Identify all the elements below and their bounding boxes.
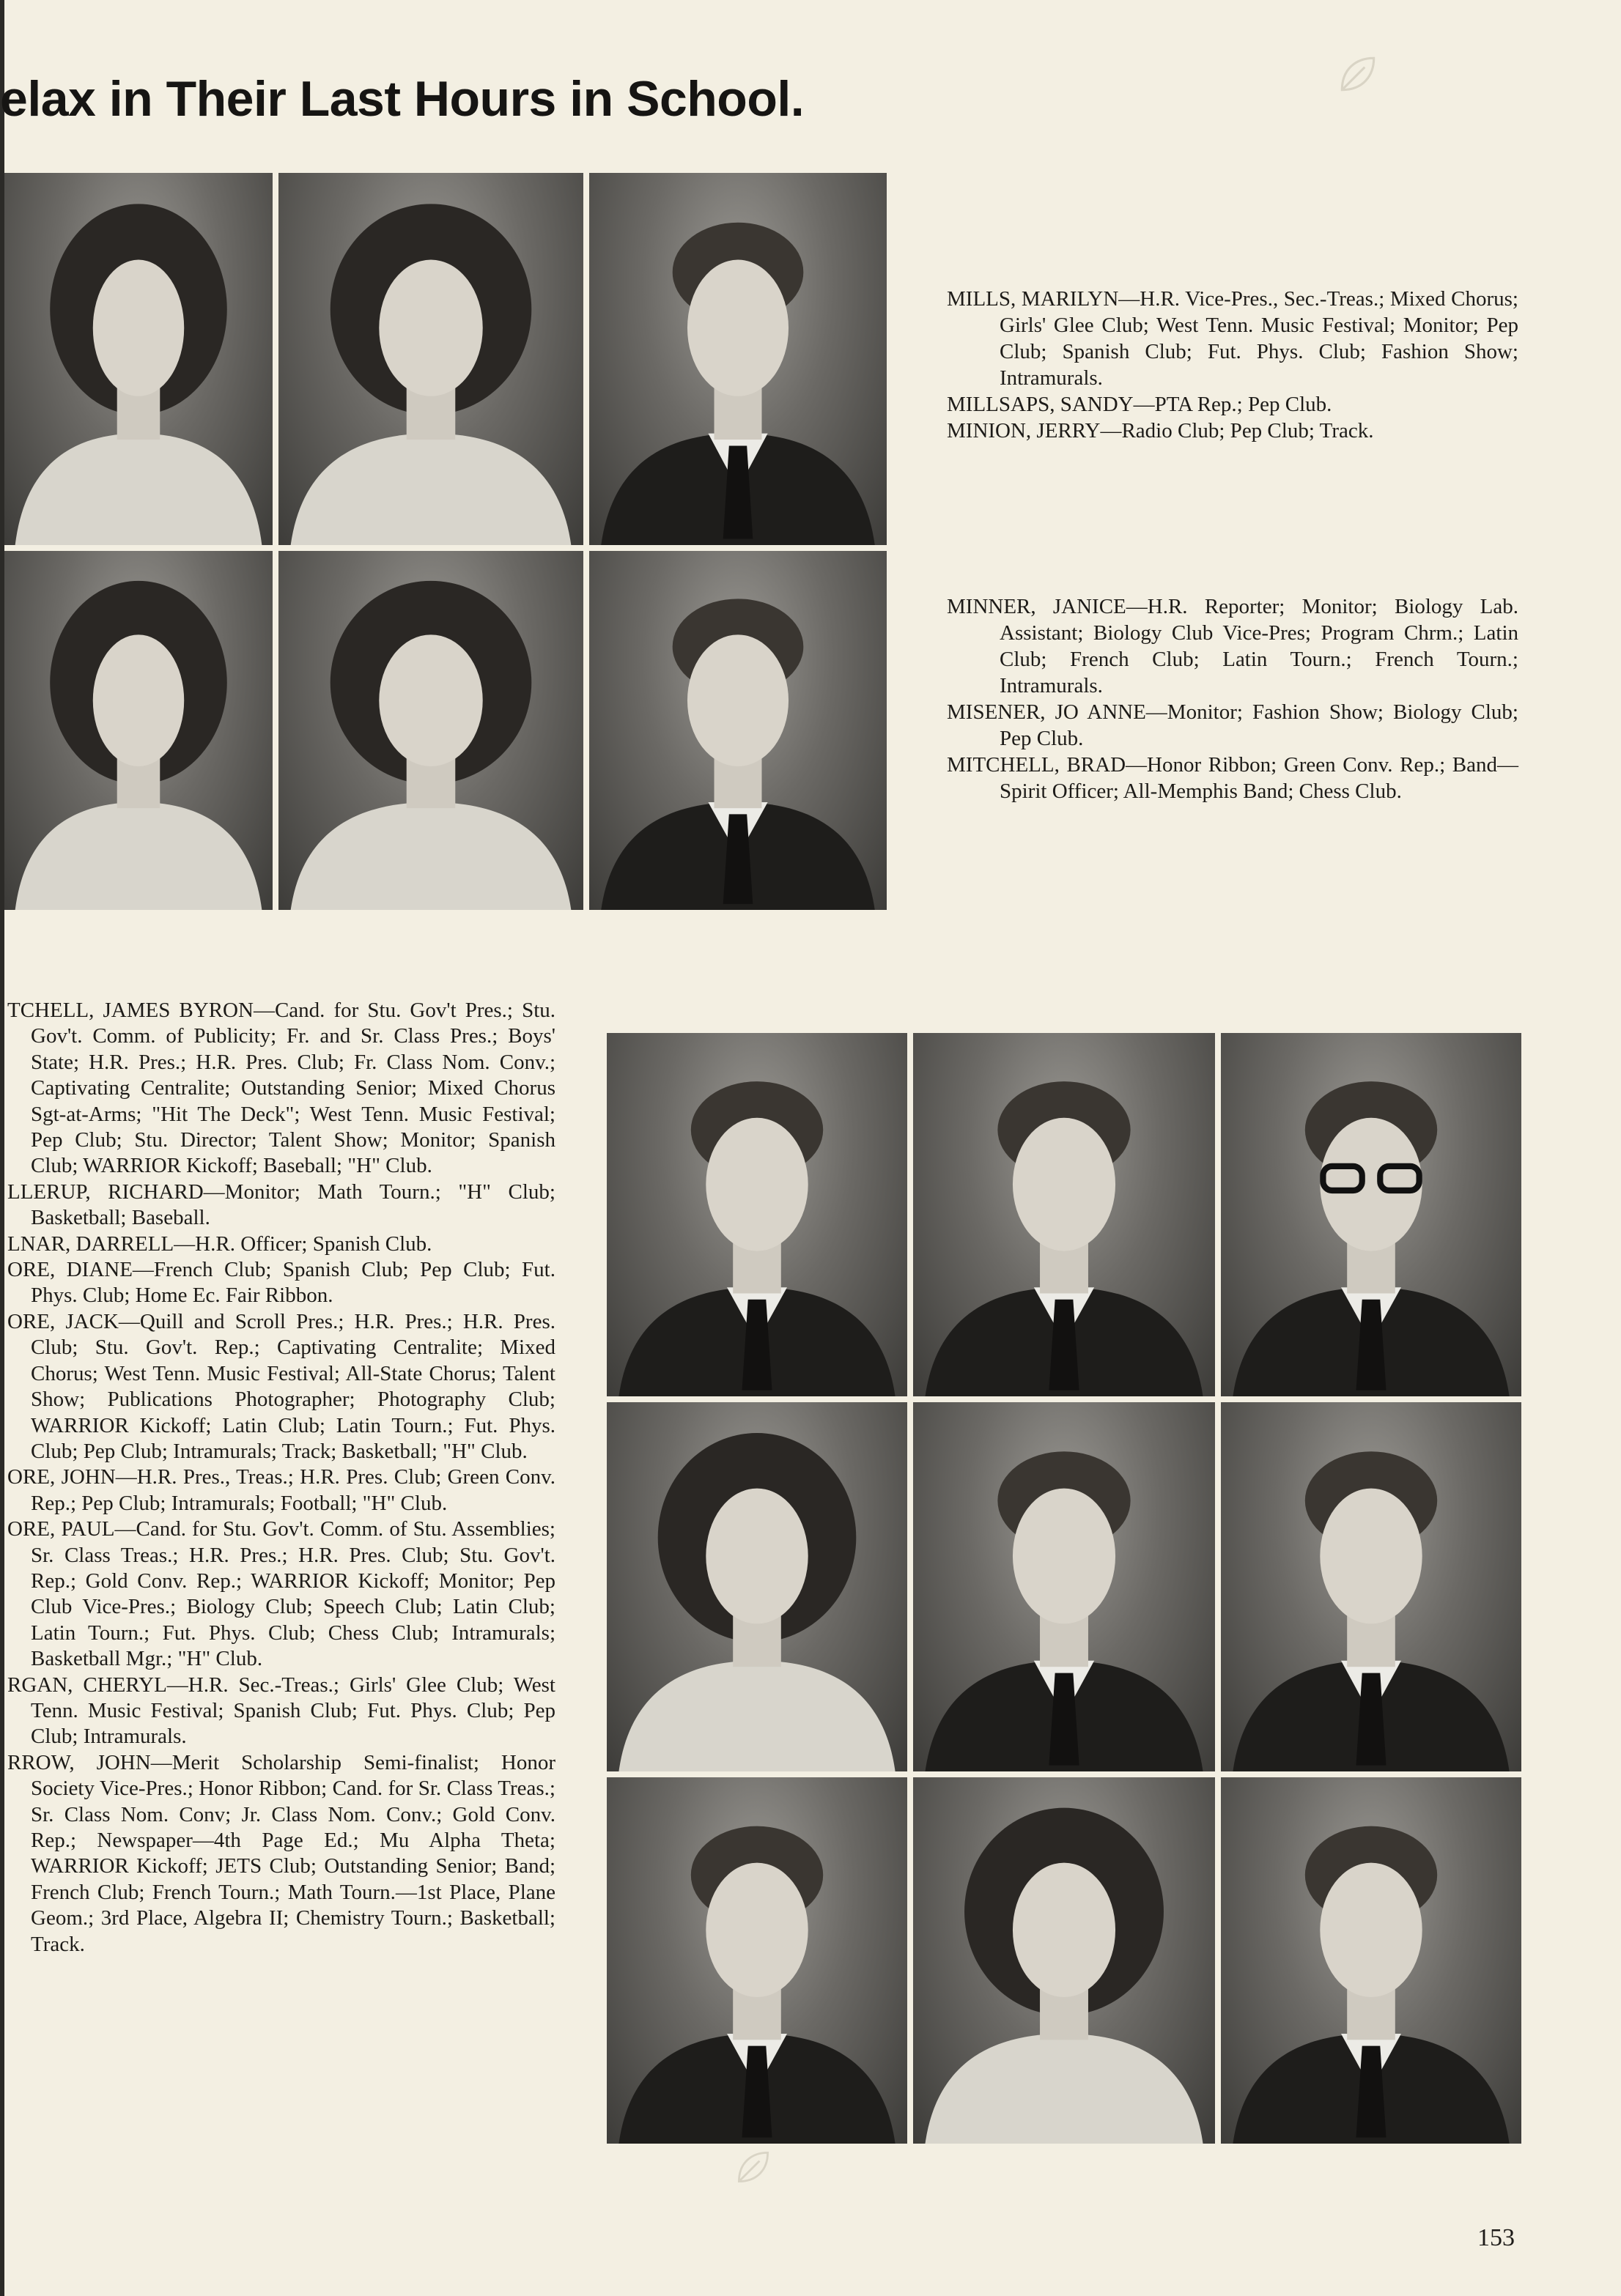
shoulders-shape [15, 802, 262, 910]
portrait-silhouette [607, 1402, 907, 1771]
shoulders-shape [925, 2034, 1203, 2144]
portrait-photo [589, 551, 887, 910]
portrait-silhouette [913, 1402, 1215, 1771]
senior-entry: MINION, JERRY—Radio Club; Pep Club; Track. [947, 419, 1374, 442]
portrait-silhouette [589, 173, 887, 545]
senior-entries-top-b [947, 593, 1518, 804]
senior-entry: ORE, JACK—Quill and Scroll Pres.; H.R. Pres.; H.R. Pres. Club; Stu. Gov't. Rep.; Captivating Centralite; Mixed Chorus; West Tenn. Music Festival; All-State Chorus; Talent Show; Publications Photographer; Photography Club; WARRIOR Kickoff; Latin Club; Latin Tourn.; Fut. Phys. Club; Pep Club; Intramurals; Track; Basketball; "H" Club. [7, 1309, 555, 1463]
senior-entry: LNAR, DARRELL—H.R. Officer; Spanish Club. [7, 1232, 432, 1256]
senior-entry: RROW, JOHN—Merit Scholarship Semi-finalist; Honor Society Vice-Pres.; Honor Ribbon; Cand. for Sr. Class Treas.; Sr. Class Nom. Conv; Jr. Class Nom. Conv.; Gold Conv. Rep.; Newspaper—4th Page Ed.; Mu Alpha Theta; WARRIOR Kickoff; JETS Club; Outstanding Senior; Band; French Club; French Tourn.; Math Tourn.—1st Place, Plane Geom.; 3rd Place, Algebra II; Chemistry Tourn.; Basketball; Track. [7, 1750, 555, 1956]
face-shape [1320, 1489, 1422, 1624]
portrait-photo [913, 1777, 1215, 2144]
senior-entry: MISENER, JO ANNE—Monitor; Fashion Show; Biology Club; Pep Club. [947, 700, 1518, 750]
portrait-photo [278, 551, 583, 910]
face-shape [379, 634, 482, 766]
senior-entry: ORE, PAUL—Cand. for Stu. Gov't. Comm. of Stu. Assemblies; Sr. Class Treas.; H.R. Pres.; H.R. Pres. Club; Stu. Gov't. Rep.; Gold Conv. Rep.; WARRIOR Kickoff; Monitor; Pep Club Vice-Pres.; Biology Club; Speech Club; Latin Club; Latin Tourn.; Fut. Phys. Club; Chess Club; Intramurals; Basketball Mgr.; "H" Club. [7, 1517, 555, 1671]
face-shape [1320, 1118, 1422, 1251]
face-shape [1320, 1863, 1422, 1997]
senior-entries-left [7, 998, 555, 1958]
senior-entry: MILLSAPS, SANDY—PTA Rep.; Pep Club. [947, 393, 1332, 416]
face-shape [687, 260, 789, 396]
face-shape [1013, 1863, 1115, 1997]
portrait-silhouette [589, 551, 887, 910]
portrait-photo [4, 551, 273, 910]
portrait-photo [589, 173, 887, 545]
portrait-photo [607, 1033, 907, 1396]
senior-entry: MINNER, JANICE—H.R. Reporter; Monitor; Biology Lab. Assistant; Biology Club Vice-Pres; Program Chrm.; Latin Club; French Club; Latin Tourn.; French Tourn.; Intramurals. [947, 595, 1518, 697]
portrait-photo [1221, 1402, 1521, 1771]
portrait-photo [913, 1402, 1215, 1771]
shoulders-shape [15, 434, 262, 545]
shoulders-shape [291, 802, 572, 910]
portrait-silhouette [913, 1777, 1215, 2144]
face-shape [706, 1118, 808, 1251]
portrait-silhouette [278, 173, 583, 545]
portrait-photo [4, 173, 273, 545]
senior-entry: MILLS, MARILYN—H.R. Vice-Pres., Sec.-Treas.; Mixed Chorus; Girls' Glee Club; West Tenn. Music Festival; Monitor; Pep Club; Spanish Club; Fut. Phys. Club; Fashion Show; Intramurals. [947, 287, 1518, 390]
shoulders-shape [291, 434, 572, 545]
page-title: elax in Their Last Hours in School. [0, 71, 805, 127]
portrait-photo [607, 1402, 907, 1771]
senior-entry: ORE, JOHN—H.R. Pres., Treas.; H.R. Pres. Club; Green Conv. Rep.; Pep Club; Intramurals; Football; "H" Club. [7, 1465, 555, 1515]
portrait-silhouette [913, 1033, 1215, 1396]
portrait-silhouette [607, 1777, 907, 2144]
portrait-silhouette [278, 551, 583, 910]
portrait-silhouette [1221, 1777, 1521, 2144]
senior-entry: MITCHELL, BRAD—Honor Ribbon; Green Conv. Rep.; Band—Spirit Officer; All-Memphis Band; Chess Club. [947, 753, 1518, 803]
portrait-photo [1221, 1033, 1521, 1396]
portrait-silhouette [1221, 1033, 1521, 1396]
face-shape [1013, 1489, 1115, 1624]
portrait-photo [913, 1033, 1215, 1396]
portrait-photo [1221, 1777, 1521, 2144]
senior-entry: ORE, DIANE—French Club; Spanish Club; Pep Club; Fut. Phys. Club; Home Ec. Fair Ribbon. [7, 1258, 555, 1308]
senior-entry: RGAN, CHERYL—H.R. Sec.-Treas.; Girls' Glee Club; West Tenn. Music Festival; Spanish Club; Fut. Phys. Club; Pep Club; Intramurals. [7, 1673, 555, 1749]
shoulders-shape [619, 1661, 895, 1771]
face-shape [93, 260, 184, 396]
face-shape [1013, 1118, 1115, 1251]
page-number: 153 [1477, 2224, 1515, 2251]
face-shape [93, 634, 184, 766]
face-shape [706, 1489, 808, 1624]
senior-entries-top-a [947, 286, 1518, 444]
portrait-silhouette [1221, 1402, 1521, 1771]
face-shape [706, 1863, 808, 1997]
portrait-silhouette [607, 1033, 907, 1396]
senior-entry: TCHELL, JAMES BYRON—Cand. for Stu. Gov't Pres.; Stu. Gov't. Comm. of Publicity; Fr. and Sr. Class Pres.; Boys' State; H.R. Pres.; H.R. Pres. Club; Fr. Class Nom. Conv.; Captivating Centralite; Outstanding Senior; Mixed Chorus Sgt-at-Arms; "Hit The Deck"; West Tenn. Music Festival; Pep Club; Stu. Director; Talent Show; Monitor; Spanish Club; WARRIOR Kickoff; Baseball; "H" Club. [7, 999, 555, 1178]
face-shape [687, 634, 789, 766]
leaf-watermark-icon [733, 2147, 774, 2188]
senior-entry: LLERUP, RICHARD—Monitor; Math Tourn.; "H" Club; Basketball; Baseball. [7, 1180, 555, 1230]
portrait-silhouette [4, 173, 273, 545]
portrait-photo [278, 173, 583, 545]
portrait-photo [607, 1777, 907, 2144]
portrait-silhouette [4, 551, 273, 910]
leaf-watermark-icon [1335, 51, 1381, 97]
face-shape [379, 260, 482, 396]
